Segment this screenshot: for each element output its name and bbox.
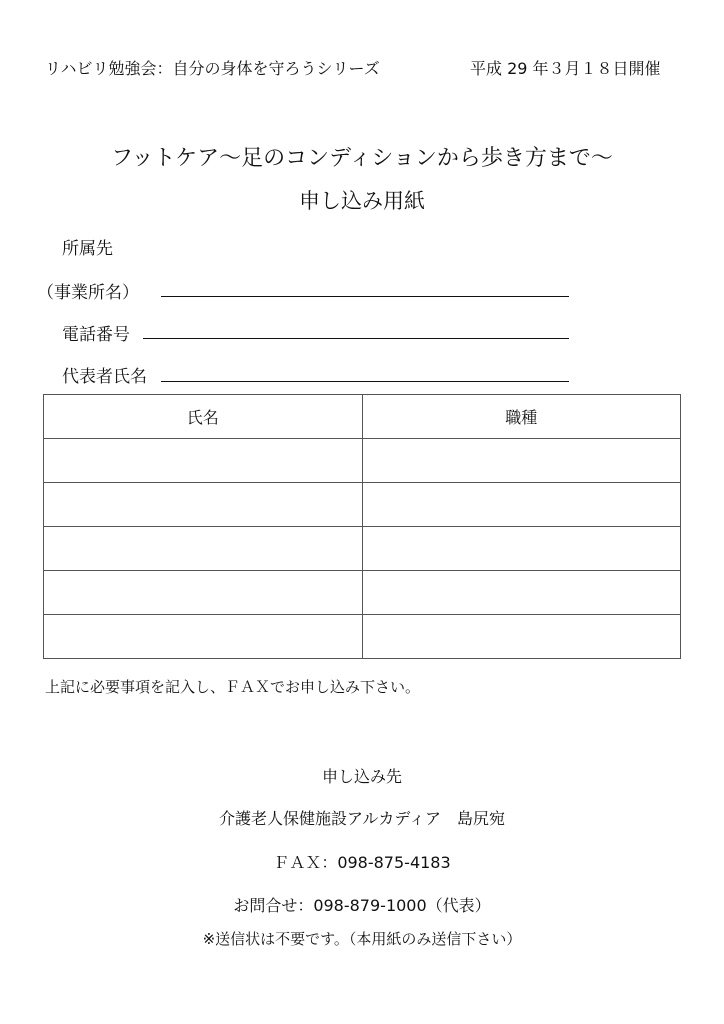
affiliation-label: 所属先 bbox=[62, 239, 113, 259]
table-row bbox=[44, 527, 681, 571]
contact-facility: 介護老人保健施設アルカディア 島尻宛 bbox=[218, 809, 506, 828]
contact-footnote: ※送信状は不要です。（本用紙のみ送信下さい） bbox=[202, 930, 522, 948]
name-cell[interactable] bbox=[44, 571, 363, 615]
table-row bbox=[44, 439, 681, 483]
occupation-cell[interactable] bbox=[362, 615, 681, 659]
contact-fax: ＦＡＸ：098-875-4183 bbox=[273, 853, 451, 872]
name-cell[interactable] bbox=[44, 527, 363, 571]
page-title: フットケア～足のコンディションから歩き方まで～ bbox=[111, 146, 613, 171]
name-cell[interactable] bbox=[44, 615, 363, 659]
occupation-cell[interactable] bbox=[362, 483, 681, 527]
occupation-cell[interactable] bbox=[362, 527, 681, 571]
contact-inquiry: お問合せ：098-879-1000（代表） bbox=[233, 896, 491, 915]
table-row bbox=[44, 483, 681, 527]
table-row bbox=[44, 571, 681, 615]
table-row bbox=[44, 615, 681, 659]
instruction-note: 上記に必要事項を記入し、ＦＡＸでお申し込み下さい。 bbox=[45, 678, 421, 696]
table-header-row bbox=[44, 395, 681, 439]
phone-field[interactable] bbox=[143, 338, 569, 339]
office-name-label: （事業所名） bbox=[37, 283, 139, 303]
column-header-name: 氏名 bbox=[44, 395, 363, 439]
name-cell[interactable] bbox=[44, 483, 363, 527]
column-header-occupation: 職種 bbox=[362, 395, 681, 439]
contact-heading: 申し込み先 bbox=[321, 767, 402, 786]
form-subtitle: 申し込み用紙 bbox=[299, 189, 425, 213]
name-cell[interactable] bbox=[44, 439, 363, 483]
occupation-cell[interactable] bbox=[362, 571, 681, 615]
office-name-field[interactable] bbox=[161, 296, 569, 297]
representative-field[interactable] bbox=[161, 381, 569, 382]
series-title: リハビリ勉強会：自分の身体を守ろうシリーズ bbox=[45, 59, 380, 78]
phone-label: 電話番号 bbox=[62, 325, 130, 345]
event-date: 平成 29 年３月１８日開催 bbox=[470, 59, 661, 78]
member-table bbox=[43, 394, 681, 659]
occupation-cell[interactable] bbox=[362, 439, 681, 483]
representative-label: 代表者氏名 bbox=[62, 367, 147, 387]
